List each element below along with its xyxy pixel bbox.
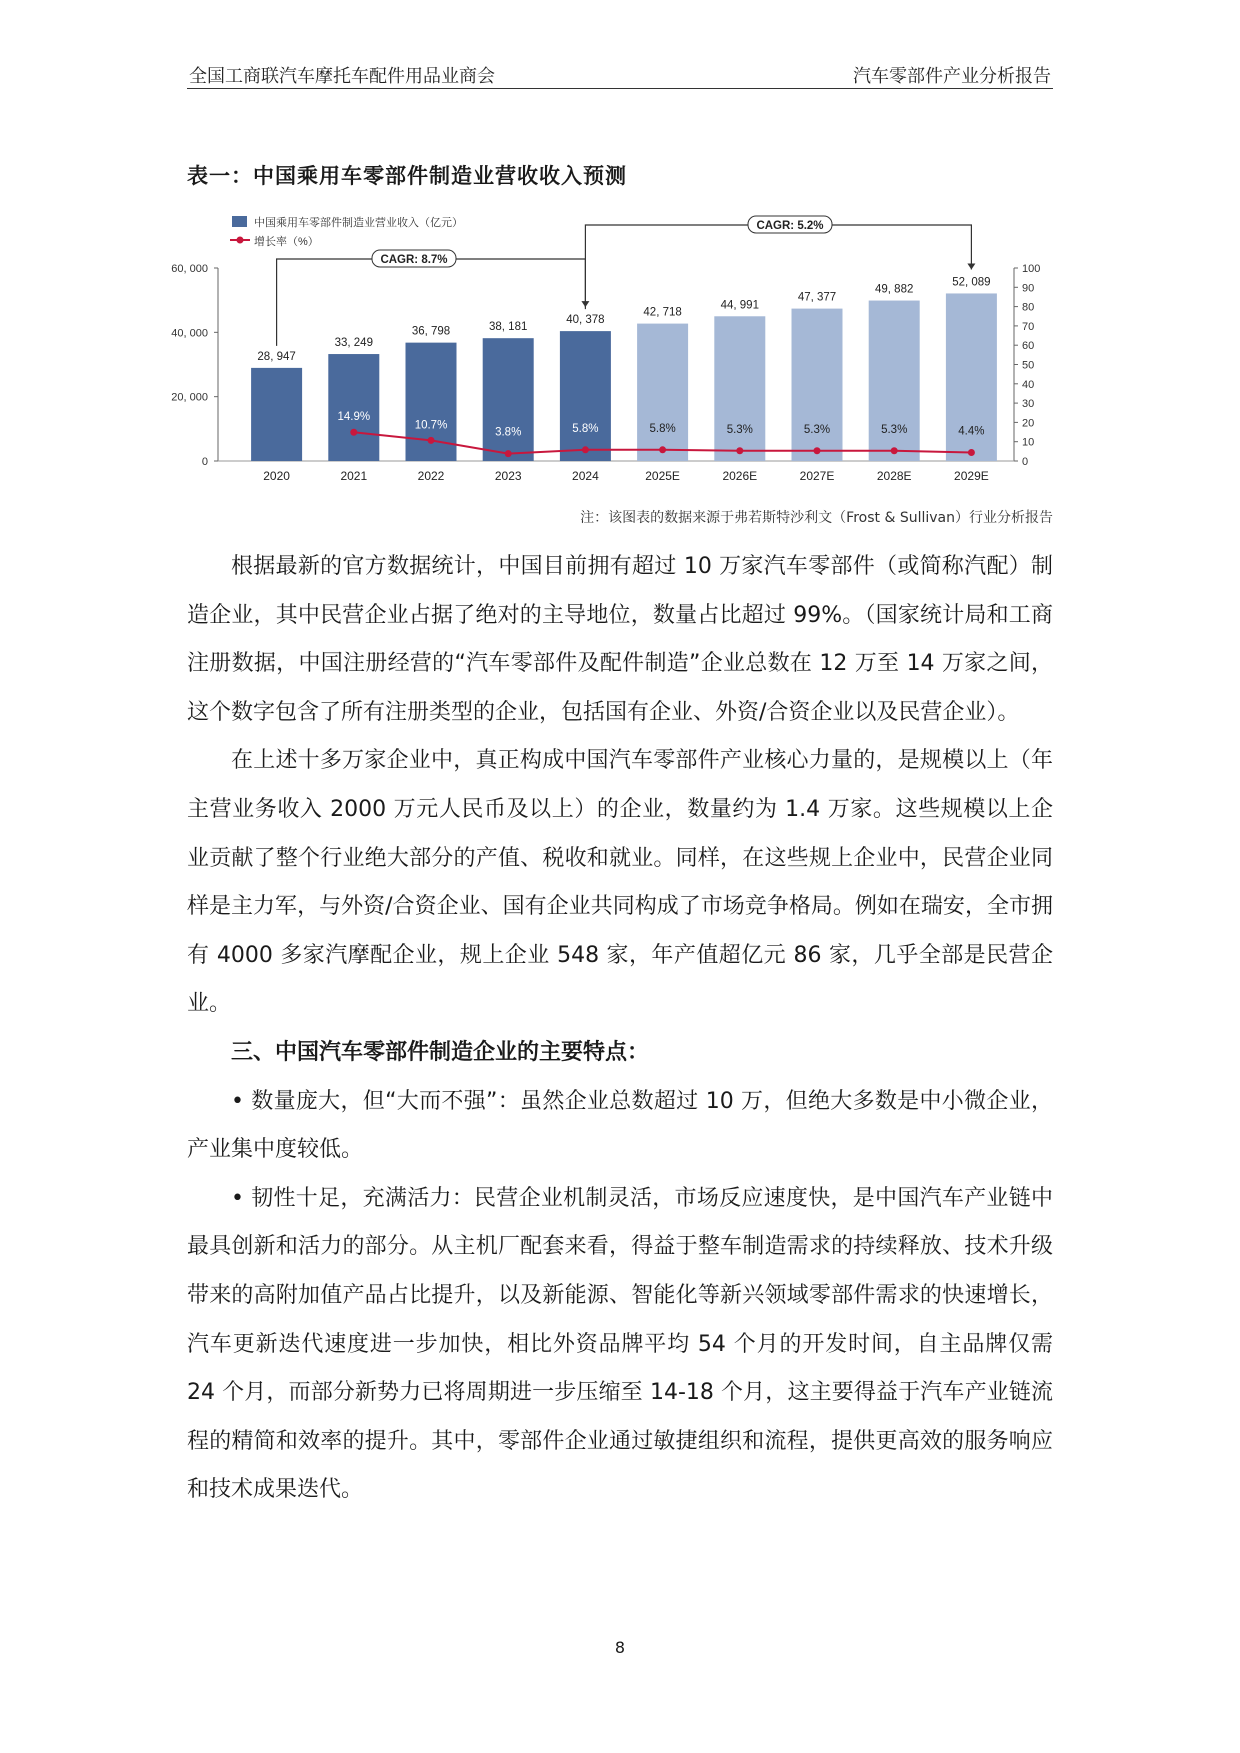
bar-2028E — [869, 301, 920, 461]
growth-label: 5.8% — [572, 422, 599, 435]
y-right-tick-label: 60 — [1022, 340, 1035, 353]
y-right-tick-label: 80 — [1022, 301, 1035, 314]
growth-label: 14.9% — [337, 411, 371, 424]
y-right-tick-label: 70 — [1022, 320, 1035, 333]
growth-point-2025E — [659, 446, 666, 453]
legend-marker-growth — [237, 237, 244, 244]
header-organization: 全国工商联汽车摩托车配件用品业商会 — [189, 66, 495, 87]
growth-point-2029E — [968, 449, 975, 456]
growth-point-2022 — [428, 437, 435, 444]
section-heading: 三、中国汽车零部件制造企业的主要特点： — [231, 1039, 650, 1065]
growth-point-2027E — [814, 447, 821, 454]
x-tick-label: 2023 — [494, 469, 522, 483]
bar-2026E — [714, 316, 765, 461]
x-tick-label: 2027E — [799, 469, 835, 483]
y-right-tick-label: 90 — [1022, 282, 1035, 295]
growth-label: 10.7% — [414, 419, 448, 432]
page-header — [187, 56, 1053, 89]
bar-2023 — [483, 338, 534, 461]
bar-value-label: 33, 249 — [334, 337, 373, 350]
page-number: 8 — [614, 1638, 626, 1657]
legend-label-growth: 增长率（%） — [254, 236, 319, 248]
bar-value-label: 38, 181 — [489, 321, 528, 334]
growth-point-2023 — [505, 450, 512, 457]
x-tick-label: 2029E — [954, 469, 989, 483]
growth-point-2028E — [891, 447, 898, 454]
bar-value-label: 40, 378 — [566, 314, 605, 327]
y-left-tick-label: 60, 000 — [171, 263, 208, 275]
y-right-tick-label: 10 — [1022, 436, 1035, 449]
y-right-tick-label: 100 — [1022, 263, 1041, 275]
growth-label: 3.8% — [495, 426, 522, 439]
growth-point-2026E — [736, 447, 743, 454]
growth-label: 4.4% — [958, 425, 985, 438]
y-left-tick-label: 40, 000 — [171, 327, 208, 340]
x-tick-label: 2028E — [876, 469, 912, 483]
cagr-label: CAGR: 8.7% — [380, 254, 448, 266]
bar-value-label: 36, 798 — [411, 325, 451, 338]
paragraph-2: 在上述十多万家企业中，真正构成中国汽车零部件产业核心力量的，是规模以上（年主营业务收入 2000 万元人民币及以上）的企业，数量约为 1.4 万家。这些规模以上企业贡献了整个行业绝大部分的产值、税收和就业。同样，在这些规上企业中，民营企业同样是主力军，与外资/合资企业、国有企业共同构成了市场竞争格局。例如在瑞安，全市拥有 4000 多家汽摩配企业，规上企业 548 家，年产值超亿元 86 家，几乎全部是民营企业。 — [187, 748, 1053, 1017]
y-right-tick-label: 50 — [1022, 359, 1035, 372]
x-tick-label: 2026E — [722, 469, 758, 483]
growth-point-2024 — [582, 446, 589, 453]
bar-value-label: 42, 718 — [643, 306, 682, 319]
header-report-title: 汽车零部件产业分析报告 — [853, 66, 1051, 87]
bar-value-label: 52, 089 — [952, 276, 991, 289]
legend-label-revenue: 中国乘用车零部件制造业营业收入（亿元） — [254, 217, 463, 229]
bar-value-label: 28, 947 — [257, 350, 296, 363]
bullet-1: • 数量庞大，但“大而不强”：虽然企业总数超过 10 万，但绝大多数是中小微企业，产业集中度较低。 — [187, 1088, 1053, 1163]
cagr-arrowhead — [967, 263, 975, 269]
bar-2020 — [251, 368, 302, 461]
y-right-tick-label: 30 — [1022, 398, 1035, 411]
y-right-tick-label: 0 — [1022, 456, 1029, 468]
body-text — [187, 543, 1053, 1515]
y-left-tick-label: 0 — [201, 456, 208, 468]
growth-label: 5.8% — [649, 422, 676, 435]
paragraph-1: 根据最新的官方数据统计，中国目前拥有超过 10 万家汽车零部件（或简称汽配）制造企业，其中民营企业占据了绝对的主导地位，数量占比超过 99%。（国家统计局和工商注册数据，中国注册经营的“汽车零部件及配件制造”企业总数在 12 万至 14 万家之间，这个数字包含了所有注册类型的企业，包括国有企业、外资/合资企业以及民营企业）。 — [187, 554, 1053, 725]
growth-point-2021 — [350, 429, 357, 436]
x-tick-label: 2022 — [417, 469, 445, 483]
bar-value-label: 49, 882 — [875, 283, 914, 296]
cagr-label: CAGR: 5.2% — [756, 220, 824, 232]
bar-2027E — [792, 309, 843, 461]
bar-2021 — [328, 354, 379, 461]
bar-2025E — [637, 324, 688, 461]
bar-value-label: 47, 377 — [797, 291, 837, 304]
growth-label: 5.3% — [726, 423, 753, 436]
bullet-2: • 韧性十足，充满活力：民营企业机制灵活，市场反应速度快，是中国汽车产业链中最具创新和活力的部分。从主机厂配套来看，得益于整车制造需求的持续释放、技术升级带来的高附加值产品占比提升，以及新能源、智能化等新兴领域零部件需求的快速增长，汽车更新迭代速度进一步加快，相比外资品牌平均 54 个月的开发时间，自主品牌仅需 24 个月，而部分新势力已将周期进一步压缩至 14-18 个月，这主要得益于汽车产业链流程的精简和效率的提升。其中，零部件企业通过敏捷组织和流程，提供更高效的服务响应和技术成果迭代。 — [187, 1185, 1053, 1503]
bar-value-label: 44, 991 — [720, 299, 759, 312]
legend-swatch-revenue — [232, 216, 247, 227]
chart-source-note: 注：该图表的数据来源于弗若斯特沙利文（Frost & Sullivan）行业分析报告 — [580, 510, 1053, 526]
y-left-tick-label: 20, 000 — [171, 391, 208, 404]
x-tick-label: 2025E — [645, 469, 680, 483]
growth-label: 5.3% — [881, 423, 908, 436]
bar-2024 — [560, 331, 611, 461]
y-right-tick-label: 40 — [1022, 378, 1035, 391]
cagr-bracket — [585, 225, 971, 312]
x-tick-label: 2024 — [572, 469, 599, 483]
revenue-chart — [171, 202, 1050, 492]
growth-label: 5.3% — [803, 423, 831, 436]
x-tick-label: 2021 — [340, 469, 368, 483]
x-tick-label: 2020 — [263, 469, 290, 483]
y-right-tick-label: 20 — [1022, 417, 1035, 430]
table-title: 表一：中国乘用车零部件制造业营收收入预测 — [187, 163, 627, 188]
